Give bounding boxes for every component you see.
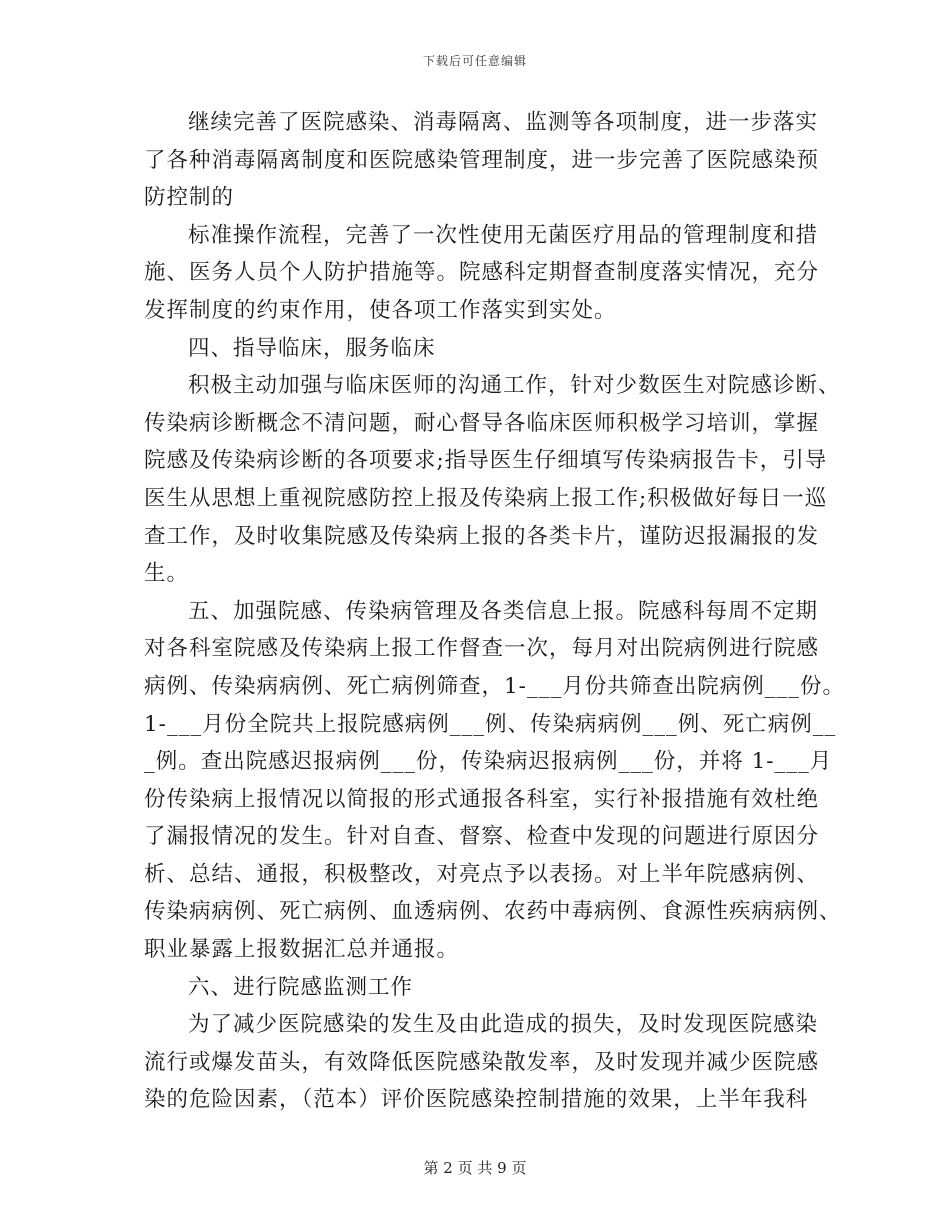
text-line: 了漏报情况的发生。针对自查、督察、检查中发现的问题进行原因分 [144, 824, 820, 850]
text-line: 四、指导临床，服务临床 [188, 335, 436, 361]
text-line: 继续完善了医院感染、消毒隔离、监测等各项制度，进一步落实 [188, 110, 819, 135]
page-header-note: 下载后可任意编辑 [422, 54, 527, 68]
text-line: 职业暴露上报数据汇总并通报。 [144, 937, 460, 963]
text-line: 标准操作流程，完善了一次性使用无菌医疗用品的管理制度和措 [188, 222, 819, 248]
text-line: 院感及传染病诊断的各项要求;指导医生仔细填写传染病报告卡，引导 [144, 448, 828, 474]
text-line: _例。查出院感迟报病例___份，传染病迟报病例___份，并将 1-___月 [144, 749, 833, 775]
text-line: 染的危险因素，（范本）评价医院感染控制措施的效果，上半年我科 [144, 1087, 809, 1113]
text-line: 五、加强院感、传染病管理及各类信息上报。院感科每周不定期 [188, 598, 819, 624]
text-line: 传染病诊断概念不清问题，耐心督导各临床医师积极学习培训，掌握 [144, 410, 820, 436]
text-line: 对各科室院感及传染病上报工作督查一次，每月对出院病例进行院感 [144, 636, 820, 662]
text-line: 生。 [144, 561, 190, 587]
document-body [144, 104, 845, 1119]
text-line: 病例、传染病病例、死亡病例筛查，1-___月份共筛查出院病例___份。 [144, 673, 845, 699]
text-line: 积极主动加强与临床医师的沟通工作，针对少数医生对院感诊断、 [188, 373, 841, 399]
text-line: 查工作，及时收集院感及传染病上报的各类卡片，谨防迟报漏报的发 [144, 523, 820, 549]
text-line: 施、医务人员个人防护措施等。院感科定期督查制度落实情况，充分 [144, 260, 820, 286]
text-line: 六、进行院感监测工作 [188, 974, 414, 1000]
text-line: 了各种消毒隔离制度和医院感染管理制度，进一步完善了医院感染预 [144, 147, 820, 173]
text-line: 流行或爆发苗头，有效降低医院感染散发率，及时发现并减少医院感 [144, 1049, 820, 1075]
text-line: 传染病病例、死亡病例、血透病例、农药中毒病例、食源性疾病病例、 [144, 899, 842, 925]
text-line: 为了减少医院感染的发生及由此造成的损失，及时发现医院感染 [188, 1012, 819, 1038]
text-line: 防控制的 [144, 185, 235, 211]
page-number: 第 2 页 共 9 页 [423, 1159, 527, 1177]
text-line: 析、总结、通报，积极整改，对亮点予以表扬。对上半年院感病例、 [144, 861, 820, 887]
text-line: 份传染病上报情况以简报的形式通报各科室，实行补报措施有效杜绝 [144, 786, 820, 812]
text-line: 医生从思想上重视院感防控上报及传染病上报工作;积极做好每日一巡 [144, 485, 828, 511]
text-line: 1-___月份全院共上报院感病例___例、传染病病例___例、死亡病例__ [144, 711, 837, 737]
text-line: 发挥制度的约束作用，使各项工作落实到实处。 [144, 297, 617, 323]
